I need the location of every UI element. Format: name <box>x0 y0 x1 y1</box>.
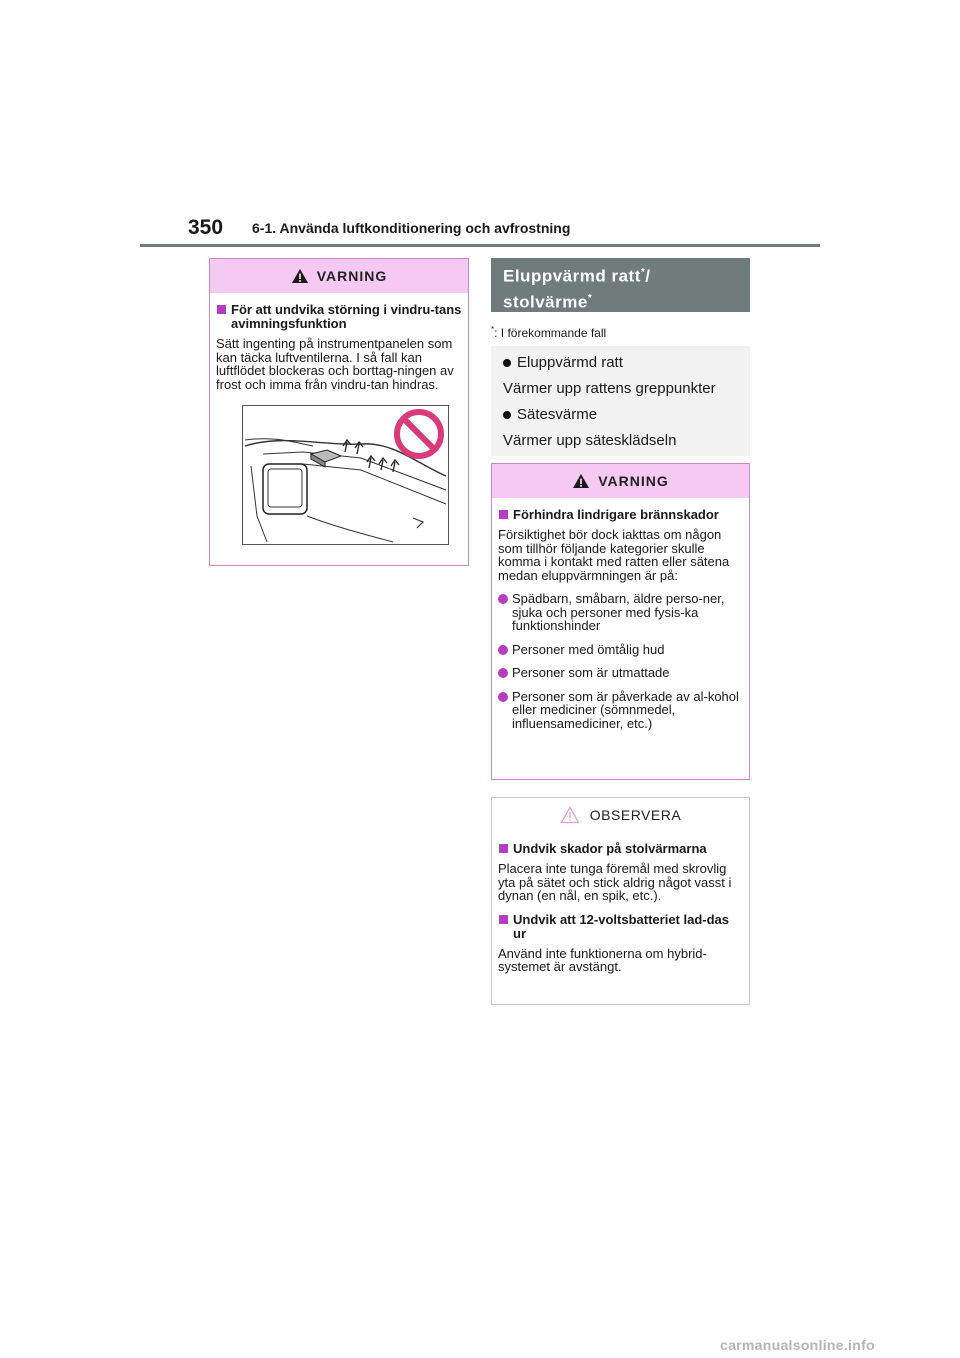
warning-header <box>210 259 468 293</box>
feature-desc-steering: Värmer upp rattens greppunkter <box>503 380 716 397</box>
notice-label: OBSERVERA <box>589 807 682 823</box>
warning-triangle-icon <box>572 473 590 489</box>
warning-label: VARNING <box>316 268 388 284</box>
section-title: 6-1. Använda luftkonditionering och avfrostning <box>252 220 571 236</box>
notice-text: Placera inte tunga föremål med skrovlig yta på sätet och stick aldrig något vasst i dynan (en nål, en spik, etc.). <box>498 861 732 903</box>
warning-bullet: Spädbarn, småbarn, äldre perso-ner, sjuka och personer med fysis-ka funktionshinder <box>498 592 743 633</box>
topic-asterisk-1: * <box>640 267 646 278</box>
footnote-asterisk: * <box>491 325 495 334</box>
notice-text: Använd inte funktionerna om hybrid-systemet är avstängt. <box>498 945 707 974</box>
notice-header <box>492 798 749 832</box>
topic-title-part2: stolvärme <box>503 292 588 312</box>
notice-heading: Undvik skador på stolvärmarna <box>498 842 743 856</box>
warning-heading: För att undvika störning i vindru-tans avimningsfunktion <box>216 303 462 331</box>
notice-heading: Undvik att 12-voltsbatteriet lad-das ur <box>498 913 743 941</box>
warning-body <box>210 293 468 553</box>
warning-text: Sätt ingenting på instrumentpanelen som kan täcka luftventilerna. I så fall kan luftflödet blockeras och borttag-ningen av frost och imma från vindru-tan hindras. <box>216 336 454 392</box>
footnote <box>491 322 606 341</box>
notice-box <box>491 797 750 1005</box>
feature-name-seat: Sätesvärme <box>503 402 738 428</box>
feature-list <box>491 346 750 456</box>
feature-name-steering: Eluppvärmd ratt <box>503 350 738 376</box>
warning-heading: Förhindra lindrigare brännskador <box>498 508 743 522</box>
warning-body <box>492 498 749 748</box>
caution-outline-icon <box>560 806 580 824</box>
topic-title-sep: / <box>645 266 651 286</box>
topic-asterisk-2: * <box>587 292 593 304</box>
warning-header <box>492 464 749 498</box>
header-rule <box>140 244 820 247</box>
warning-box-defrost <box>209 258 469 566</box>
warning-box-burns <box>491 463 750 780</box>
footnote-text: : I förekommande fall <box>494 326 607 340</box>
warning-label: VARNING <box>598 473 669 489</box>
topic-title-part1: Eluppvärmd ratt <box>503 266 641 286</box>
warning-bullet: Personer med ömtålig hud <box>498 643 743 657</box>
feature-desc-seat: Värmer upp sätesklädseln <box>503 432 677 449</box>
topic-banner <box>491 258 750 312</box>
dashboard-illustration <box>242 405 449 545</box>
watermark: carmanualsonline.info <box>720 1337 875 1353</box>
warning-bullet: Personer som är påverkade av al-kohol eller mediciner (sömnmedel, influensamediciner, etc.) <box>498 690 743 731</box>
warning-bullet: Personer som är utmattade <box>498 666 743 680</box>
page-number: 350 <box>188 216 224 239</box>
warning-text: Försiktighet bör dock iakttas om någon som tillhör följande kategorier skulle komma i kontakt med ratten eller sätena medan eluppvärmningen är på: <box>498 527 730 583</box>
warning-triangle-icon <box>291 268 309 284</box>
notice-body <box>492 832 749 992</box>
